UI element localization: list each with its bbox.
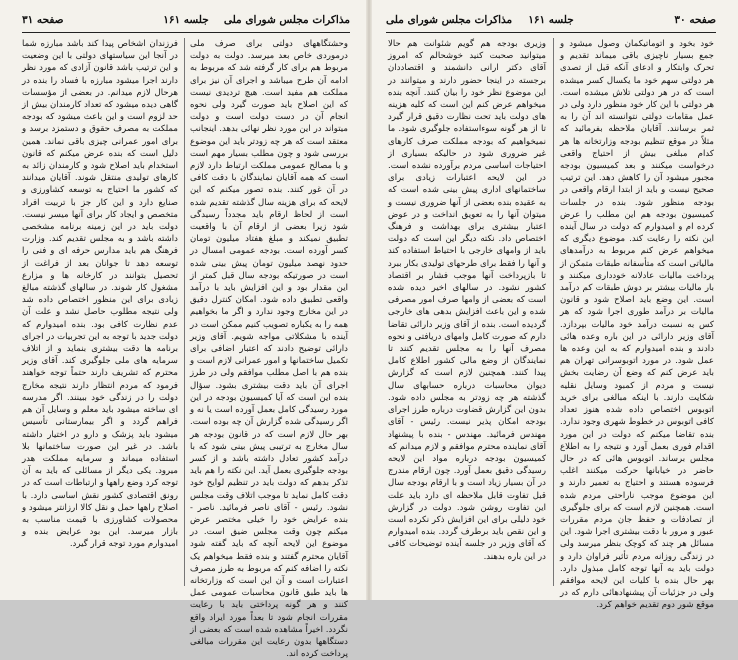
right-page-left-column-text: وزیری بودجه هم گویم شئوانت هم حالا میتوانید صحبت کنید خوشحالم که امروز آقای دکتر ارانی دانشمند و اقتصاددان برجسته در اینجا حضور دارند و میتوانند در این موضوع نظر خود را بیان کنند. آنچه بنده میخواهم عرض کنم این است که کلیه هزینه های دولت باید تحت نظارت دقیق قرار گیرد تا از هر گونه سوءاستفاده جلوگیری شود. ما نمیخواهیم که بودجه مملکت صرف کارهای غیر ضروری شود در حالیکه بسیاری از احتیاجات اساسی مردم برآورده نشده است. در این لایحه اعتبارات زیادی برای ساختمانهای اداری پیش بینی شده است که به عقیده بنده بعضی از آنها ضروری نیست و میتوان آنها را به تعویق انداخت و در عوض اعتبار بیشتری برای بهداشت و فرهنگ اختصاص داد. نکته دیگر این است که دولت باید از وامهای خارجی با احتیاط استفاده کند و آنها را فقط برای طرحهای تولیدی بکار ببرد تا بازپرداخت آنها موجب فشار بر اقتصاد کشور نشود. در سالهای اخیر دیده شده است که بعضی از وامها صرف امور مصرفی شده و این باعث افزایش بدهی های خارجی گردیده است. بنده از آقای وزیر دارائی تقاضا دارم که صورت کامل وامهای دریافتی و نحوه مصرف آنها را به مجلس تقدیم کنند تا نمایندگان از وضع مالی کشور اطلاع کامل پیدا کنند. همچنین لازم است که گزارش دیوان محاسبات درباره حسابهای سال گذشته هر چه زودتر به مجلس داده شود. بدون این گزارش قضاوت درباره طرز اجرای بودجه امکان پذیر نیست. رئیس - آقای مهندس فرمائید. مهندس - بنده با پیشنهاد آقای نماینده محترم موافقم و لازم میدانم که کمیسیون بودجه درباره مواد این لایحه رسیدگی دقیق بعمل آورد. چون ارقام مندرج در آن بسیار زیاد است و با ارقام بودجه سال قبل تفاوت قابل ملاحظه ای دارد باید علت این تفاوت روشن شود. دولت در گزارش خود دلیلی برای این افزایش ذکر نکرده است و این نقص باید برطرف گردد. بنده امیدوارم که آقای وزیر در جلسه آینده توضیحات کافی در این باره بدهند.	[388, 39, 546, 562]
left-page-left-column-text: فرزندان اشخاص پیدا کند باشد مبارزه شما در آنجا این سیاستهای دولتی با این وضعیت و این ترتیب باشد قانون آزادی که مورد نظر دارند اجرا میشود مبارزه با فساد را بنده در هرحال لازم میدانم. در بعضی از مؤسسات گاهی دیده میشود که تعداد کارمندان بیش از حد لزوم است و این باعث میشود که بودجه مملکت به مصرف حقوق و دستمزد برسد و برای امور عمرانی چیزی باقی نماند. همین دلیل است که بنده عرض میکنم که قانون استخدام باید اصلاح شود و کارمندان زائد به کارهای تولیدی منتقل شوند. آقایان میدانند که کشور ما احتیاج به توسعه کشاورزی و صنایع دارد و این کار جز با تربیت افراد متخصص و ایجاد کار برای آنها میسر نیست. دولت باید در این زمینه برنامه مشخصی داشته باشد و به مجلس تقدیم کند. وزارت فرهنگ هم باید مدارس حرفه ای و فنی را توسعه دهد تا جوانان بعد از فراغت از تحصیل بتوانند در کارخانه ها و مزارع مشغول کار شوند. در سالهای گذشته مبالغ زیادی برای این منظور اختصاص داده شد ولی نتیجه مطلوب حاصل نشد و علت آن عدم نظارت کافی بود. بنده امیدوارم که دولت جدید با توجه به این تجربیات در اجرای برنامه ها دقت بیشتری بنماید و از اتلاف سرمایه های ملی جلوگیری کند. آقای وزیر محترم که تشریف دارند حتماً توجه خواهند فرمود که مردم انتظار دارند نتیجه مخارج دولت را در زندگی خود ببینند. اگر مدرسه ای ساخته میشود باید معلم و وسایل آن هم فراهم گردد و اگر بیمارستانی تأسیس میشود باید پزشک و دارو در اختیار داشته باشد. در غیر این صورت ساختمانها بلا استفاده میماند و سرمایه مملکت هدر میرود. یکی دیگر از مسائلی که باید به آن توجه کرد وضع راهها و ارتباطات است که در رونق اقتصادی کشور نقش اساسی دارد. با اصلاح راهها حمل و نقل کالا ارزانتر میشود و محصولات کشاورزی با قیمت مناسب به بازار میرسد. این بود عرایض بنده و امیدوارم مورد توجه قرار گیرد.	[22, 39, 178, 550]
left-page-right-column-text: وحشتگاههای دولتی برای صرف ملی درموردی خاص بعد میرسد. دولت به دولت مربوط هم برای کار گرفته شد که مربوط به ادامه آن طرح میباشد و اجرای آن نیز برای مملکت هم مفید است. هیچ تردیدی نیست که این اصلاح باید صورت گیرد ولی نحوه انجام آن در دست دولت است و دولت میتواند در این مورد نظر نهائی بدهد. اینجانب معتقد است که هر چه زودتر باید این موضوع بررسی شود و چون مطلب بسیار مهم است و با مصالح عمومی مملکت ارتباط دارد لازم است که همه آقایان نمایندگان با دقت کافی در آن غور کنند. بنده تصور میکنم که این لایحه که برای هزینه سال گذشته تقدیم شده است از لحاظ ارقام باید مجدداً رسیدگی شود زیرا بعضی از ارقام آن با واقعیت تطبیق نمیکند و مبلغ هفتاد میلیون تومان کسر آورده است. بودجه عمومی امسال در حدود نهصد میلیون تومان پیش بینی شده است در صورتیکه بودجه سال قبل کمتر از این مقدار بود و این افزایش باید با درآمد واقعی تطبیق داده شود. امکان کنترل دقیق در این مخارج وجود ندارد و اگر ما بخواهیم همه را به یکباره تصویب کنیم ممکن است در آینده با مشکلاتی مواجه شویم. آقای وزیر دارائی توضیح دادند که اعتبار اضافی برای تکمیل ساختمانها و امور عمرانی لازم است و بنده هم با اصل مطلب موافقم ولی در طرز اجرای آن باید دقت بیشتری بشود. سؤال بنده این است که آیا کمیسیون بودجه در این مورد رسیدگی کامل بعمل آورده است یا نه و اگر رسیدگی شده گزارش آن چه بوده است. بهر حال لازم است که در قانون بودجه هر سال مخارج به ترتیبی پیش بینی شود که با درآمد کشور تعادل داشته باشد و از کسر بودجه جلوگیری بعمل آید. این نکته را هم باید تذکر بدهم که دولت باید در تنظیم لوایح خود دقت کامل نماید تا موجب اتلاف وقت مجلس نشود. رئیس - آقای ناصر فرمائید. ناصر - بنده عرایض خود را خیلی مختصر عرض میکنم چون وقت مجلس ضیق است. در موضوع این لایحه آنچه که باید گفته شود آقایان محترم گفتند و بنده فقط میخواهم یک نکته را اضافه کنم که مربوط به طرز مصرف اعتبارات است و آن این است که وزارتخانه ها باید طبق قانون محاسبات عمومی عمل کنند و هر گونه پرداختی باید با رعایت مقررات انجام شود تا بعداً مورد ایراد واقع نگردد. اخیراً مشاهده شده است که بعضی از دستگاهها بدون رعایت این مقررات مبالغی پرداخت کرده اند.	[190, 39, 348, 660]
left-header-rule	[22, 32, 350, 33]
right-page-title: مذاکرات مجلس شورای ملی	[386, 14, 513, 26]
left-page-left-column	[22, 38, 178, 588]
right-page-number: صفحه ۳۰	[674, 14, 716, 26]
right-page-session: جلسه ۱۶۱	[528, 14, 574, 26]
right-column-divider	[553, 38, 554, 586]
left-page-session: جلسه ۱۶۱	[163, 14, 209, 26]
left-column-divider	[184, 38, 185, 586]
right-page-left-column	[388, 38, 546, 588]
right-page	[370, 0, 738, 611]
left-page-number: صفحه ۳۱	[22, 14, 64, 26]
left-page-right-column	[190, 38, 348, 660]
left-page-header	[22, 14, 350, 30]
left-page-title: مذاکرات مجلس شورای ملی	[223, 14, 350, 26]
right-header-rule	[386, 32, 716, 33]
right-page-right-column-text: خود بخود و اتوماتیکمان وصول میشود و جمع بسیار ناچیزی باقی میماند تقدیم و تحرک وابتکار و ادعای آنکه قبل از تصدی هر دولتی سهم خود ما یکسال کسر میشده است که در هر دولتی تلاش میشده است. هر دولتی با این کار خود منظور دارد ولی در عمل مقامات دولتی نتوانسته اند آن را به ثمر برسانند. آقایان ملاحظه بفرمائید که مثلاً در موقع تنظیم بودجه وزارتخانه ها هر کدام مبلغی بیش از احتیاج واقعی درخواست میکنند و بعد کمیسیون بودجه مجبور میشود آن را کاهش دهد. این ترتیب صحیح نیست و باید از ابتدا ارقام واقعی در بودجه منظور شود. بنده در جلسات کمیسیون بودجه هم این مطلب را عرض کرده ام و امیدوارم که دولت در سال آینده این نکته را رعایت کند. موضوع دیگری که میخواهم عرض کنم مربوط به درآمدهای مالیاتی است که متأسفانه طبقات متمکن از پرداخت مالیات عادلانه خودداری میکنند و بار مالیات بیشتر بر دوش طبقات کم درآمد است. این وضع باید اصلاح شود و قانون مالیات بر درآمد طوری اجرا شود که هر کس به نسبت درآمد خود مالیات بپردازد. آقای وزیر دارائی در این باره وعده هائی دادند و بنده امیدوارم که به این وعده ها عمل شود. در مورد اتوبوسرانی تهران هم باید عرض کنم که وضع آن رضایت بخش نیست و مردم از کمبود وسایل نقلیه شکایت دارند. با اینکه مبالغی برای خرید اتوبوس اختصاص داده شده هنوز تعداد کافی اتوبوس در خطوط شهری وجود ندارد. بنده تقاضا میکنم که دولت در این مورد اقدام فوری بعمل آورد و نتیجه را به اطلاع مجلس برساند. اتوبوس هائی که در حال حاضر در خیابانها حرکت میکنند اغلب فرسوده هستند و احتیاج به تعمیر دارند و این موضوع موجب ناراحتی مردم شده است. همچنین لازم است که برای جلوگیری از تصادفات و حفظ جان مردم مقررات عبور و مرور با دقت بیشتری اجرا شود. این مسائل هر چند که کوچک بنظر میرسد ولی در زندگی روزانه مردم تأثیر فراوان دارد و دولت باید به آنها توجه کامل مبذول دارد. بهر حال بنده با کلیات این لایحه موافقم ولی در جزئیات آن پیشنهادهائی دارم که در موقع شور دوم تقدیم خواهم کرد.	[560, 39, 714, 611]
right-page-header	[386, 14, 716, 30]
right-page-right-column	[560, 38, 714, 611]
left-page	[0, 0, 368, 660]
